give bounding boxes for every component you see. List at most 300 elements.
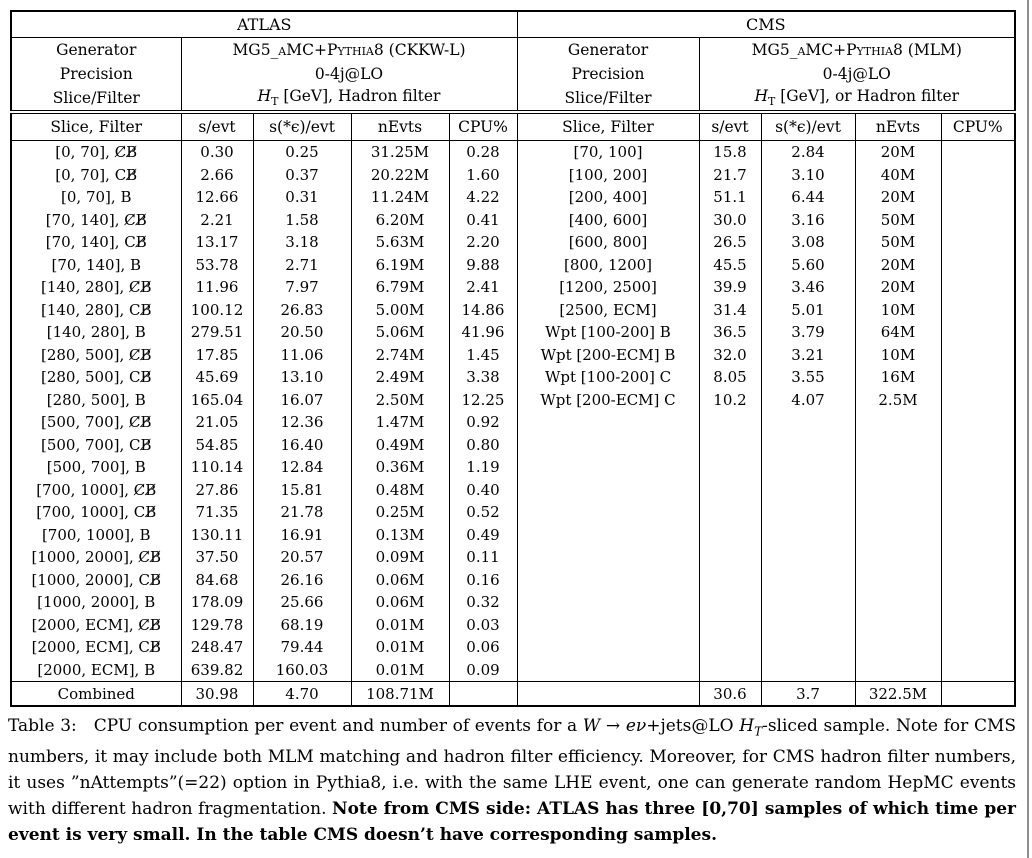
- atlas-value-cell: 0.06M: [351, 569, 449, 592]
- atlas-slice-cell: [280, 500], CB̸: [40, 368, 152, 387]
- cms-column-header: nEvts: [855, 112, 941, 141]
- table-row: [11, 299, 1015, 322]
- cms-value-cell: 40M: [855, 164, 941, 187]
- cms-value-cell: 20M: [855, 276, 941, 299]
- atlas-slice-cell: [2000, ECM], B: [37, 660, 156, 679]
- cms-value-cell: [699, 659, 761, 682]
- cms-value-cell: 6.44: [761, 186, 855, 209]
- table-row: [11, 569, 1015, 592]
- cms-value-cell: 50M: [855, 231, 941, 254]
- atlas-value-cell: 0.41: [449, 209, 517, 232]
- atlas-value-cell: 0.25M: [351, 501, 449, 524]
- cpu-consumption-table: [10, 10, 1016, 707]
- cms-value-cell: [941, 389, 1015, 412]
- cms-precision-value: 0-4j@LO: [699, 62, 1015, 86]
- atlas-slice-cell: [140, 280], B: [46, 323, 146, 342]
- table-row: [11, 321, 1015, 344]
- atlas-value-cell: 16.91: [253, 524, 351, 547]
- atlas-combined-cell: 4.70: [253, 682, 351, 707]
- cms-value-cell: [855, 524, 941, 547]
- cms-value-cell: 45.5: [699, 254, 761, 277]
- cms-slice-cell: [800, 1200]: [517, 254, 699, 277]
- atlas-value-cell: 84.68: [181, 569, 253, 592]
- atlas-value-cell: 0.01M: [351, 659, 449, 682]
- atlas-value-cell: 0.01M: [351, 614, 449, 637]
- cms-value-cell: 16M: [855, 366, 941, 389]
- cms-value-cell: 2.84: [761, 141, 855, 164]
- cms-value-cell: 5.60: [761, 254, 855, 277]
- atlas-slice-suffix: [GeV], Hadron filter: [278, 87, 441, 106]
- atlas-value-cell: 17.85: [181, 344, 253, 367]
- cms-value-cell: [761, 524, 855, 547]
- atlas-slice-cell: [70, 140], C̸B̸: [45, 210, 147, 229]
- cms-value-cell: 3.79: [761, 321, 855, 344]
- atlas-slice-cell: [500, 700], B: [46, 458, 146, 477]
- atlas-value-cell: 0.52: [449, 501, 517, 524]
- atlas-value-cell: 0.13M: [351, 524, 449, 547]
- atlas-value-cell: 11.06: [253, 344, 351, 367]
- cms-value-cell: [699, 614, 761, 637]
- cms-column-header: s/evt: [699, 112, 761, 141]
- cms-value-cell: 4.07: [761, 389, 855, 412]
- atlas-value-cell: 27.86: [181, 479, 253, 502]
- atlas-value-cell: 1.45: [449, 344, 517, 367]
- cms-value-cell: 32.0: [699, 344, 761, 367]
- cms-value-cell: [941, 591, 1015, 614]
- cms-value-cell: 39.9: [699, 276, 761, 299]
- atlas-value-cell: 165.04: [181, 389, 253, 412]
- atlas-value-cell: 100.12: [181, 299, 253, 322]
- atlas-value-cell: 54.85: [181, 434, 253, 457]
- table-row: [11, 231, 1015, 254]
- cms-value-cell: [761, 411, 855, 434]
- slice-filter-row: [11, 86, 1015, 112]
- atlas-value-cell: 20.57: [253, 546, 351, 569]
- experiment-title-row: [11, 11, 1015, 38]
- cms-value-cell: [855, 546, 941, 569]
- atlas-value-cell: 20.22M: [351, 164, 449, 187]
- cms-slice-cell: [600, 800]: [517, 231, 699, 254]
- cms-value-cell: 21.7: [699, 164, 761, 187]
- atlas-value-cell: 26.83: [253, 299, 351, 322]
- table-row: [11, 546, 1015, 569]
- cms-value-cell: 3.21: [761, 344, 855, 367]
- atlas-value-cell: 130.11: [181, 524, 253, 547]
- cms-value-cell: [699, 591, 761, 614]
- atlas-value-cell: 2.50M: [351, 389, 449, 412]
- atlas-value-cell: 3.38: [449, 366, 517, 389]
- cms-value-cell: 36.5: [699, 321, 761, 344]
- atlas-slice-cell: [70, 140], CB̸: [45, 233, 147, 252]
- cms-value-cell: 8.05: [699, 366, 761, 389]
- cms-value-cell: [941, 569, 1015, 592]
- atlas-value-cell: 20.50: [253, 321, 351, 344]
- table-row: [11, 479, 1015, 502]
- cms-slice-cell: [100, 200]: [517, 164, 699, 187]
- atlas-slice-cell: [700, 1000], B: [41, 525, 151, 544]
- cms-slice-cell: Wpt [100-200] C: [517, 366, 699, 389]
- cms-value-cell: [761, 636, 855, 659]
- cms-value-cell: [761, 591, 855, 614]
- cms-value-cell: [855, 479, 941, 502]
- cms-value-cell: [941, 141, 1015, 164]
- atlas-generator-label: Generator: [56, 41, 137, 59]
- atlas-value-cell: 0.09M: [351, 546, 449, 569]
- atlas-value-cell: 3.18: [253, 231, 351, 254]
- cms-value-cell: 10M: [855, 344, 941, 367]
- cms-slice-cell: [517, 636, 699, 659]
- atlas-combined-cell: [449, 682, 517, 707]
- scan-edge-line: [1027, 0, 1029, 858]
- atlas-value-cell: 45.69: [181, 366, 253, 389]
- cms-value-cell: [699, 456, 761, 479]
- atlas-value-cell: 639.82: [181, 659, 253, 682]
- atlas-value-cell: 11.24M: [351, 186, 449, 209]
- table-row: [11, 591, 1015, 614]
- cms-value-cell: [761, 569, 855, 592]
- atlas-slice-cell: [0, 70], C̸B̸: [55, 143, 138, 162]
- caption-segment: →: [600, 716, 626, 736]
- atlas-slice-cell: [0, 70], B: [61, 188, 132, 207]
- ht-symbol: H: [754, 87, 768, 106]
- atlas-slice-cell: [140, 280], CB̸: [40, 300, 152, 319]
- ht-subscript: T: [271, 95, 279, 109]
- atlas-value-cell: 160.03: [253, 659, 351, 682]
- caption-segment: T: [754, 724, 763, 739]
- atlas-slice-label: Slice/Filter: [52, 89, 140, 107]
- atlas-value-cell: 0.32: [449, 591, 517, 614]
- ht-symbol: H: [257, 87, 272, 106]
- atlas-value-cell: 37.50: [181, 546, 253, 569]
- atlas-value-cell: 129.78: [181, 614, 253, 637]
- atlas-title: ATLAS: [11, 11, 517, 38]
- cms-slice-cell: [1200, 2500]: [517, 276, 699, 299]
- cms-value-cell: [699, 524, 761, 547]
- cms-slice-cell: [517, 479, 699, 502]
- cms-value-cell: [699, 636, 761, 659]
- atlas-column-header: nEvts: [351, 112, 449, 141]
- atlas-value-cell: 15.81: [253, 479, 351, 502]
- atlas-value-cell: 13.17: [181, 231, 253, 254]
- cms-slice-cell: Wpt [200-ECM] C: [517, 389, 699, 412]
- cms-value-cell: [699, 501, 761, 524]
- atlas-value-cell: 12.36: [253, 411, 351, 434]
- atlas-slice-cell: [500, 700], C̸B̸: [40, 413, 152, 432]
- atlas-column-header: s/evt: [181, 112, 253, 141]
- atlas-value-cell: 2.41: [449, 276, 517, 299]
- atlas-value-cell: 0.06: [449, 636, 517, 659]
- cms-value-cell: 20M: [855, 186, 941, 209]
- cms-title: CMS: [517, 11, 1015, 38]
- table-row: [11, 659, 1015, 682]
- table-row: [11, 389, 1015, 412]
- table-row: [11, 614, 1015, 637]
- table-row: [11, 434, 1015, 457]
- atlas-precision-label: Precision: [59, 65, 133, 83]
- atlas-value-cell: 5.06M: [351, 321, 449, 344]
- atlas-value-cell: 12.66: [181, 186, 253, 209]
- atlas-value-cell: 5.63M: [351, 231, 449, 254]
- atlas-slice-cell: [2000, ECM], C̸B̸: [31, 615, 161, 634]
- cms-value-cell: 50M: [855, 209, 941, 232]
- atlas-value-cell: 41.96: [449, 321, 517, 344]
- atlas-value-cell: 279.51: [181, 321, 253, 344]
- caption-segment: eν: [625, 716, 647, 736]
- cms-slice-cell: [517, 569, 699, 592]
- cms-value-cell: 20M: [855, 141, 941, 164]
- caption-segment: H: [739, 716, 755, 736]
- atlas-value-cell: 2.49M: [351, 366, 449, 389]
- cms-value-cell: [941, 344, 1015, 367]
- atlas-value-cell: 6.19M: [351, 254, 449, 277]
- table-caption: [8, 714, 1016, 848]
- atlas-value-cell: 1.58: [253, 209, 351, 232]
- cms-value-cell: [941, 366, 1015, 389]
- cms-value-cell: [941, 231, 1015, 254]
- atlas-value-cell: 4.22: [449, 186, 517, 209]
- cms-value-cell: [855, 591, 941, 614]
- atlas-value-cell: 0.30: [181, 141, 253, 164]
- cms-slice-cell: [200, 400]: [517, 186, 699, 209]
- atlas-value-cell: 16.40: [253, 434, 351, 457]
- atlas-value-cell: 5.00M: [351, 299, 449, 322]
- cms-value-cell: 51.1: [699, 186, 761, 209]
- cms-column-header: s(*ϵ)/evt: [761, 112, 855, 141]
- cms-column-header: Slice, Filter: [517, 112, 699, 141]
- cms-value-cell: [761, 479, 855, 502]
- atlas-value-cell: 14.86: [449, 299, 517, 322]
- cms-value-cell: [941, 209, 1015, 232]
- atlas-value-cell: 110.14: [181, 456, 253, 479]
- atlas-value-cell: 0.25: [253, 141, 351, 164]
- atlas-combined-cell: 30.98: [181, 682, 253, 707]
- cms-value-cell: [761, 434, 855, 457]
- cms-value-cell: [699, 434, 761, 457]
- cms-precision-label: Precision: [517, 62, 699, 86]
- atlas-slice-cell: [2000, ECM], CB̸: [31, 638, 161, 657]
- atlas-value-cell: 68.19: [253, 614, 351, 637]
- atlas-value-cell: 0.11: [449, 546, 517, 569]
- caption-segment: Note from CMS side: ATLAS has three [0,70] samples of which time per event is very small. In the table CMS doesn’t have corresponding samples.: [8, 798, 1016, 845]
- cms-combined-cell: 30.6: [699, 682, 761, 707]
- cms-value-cell: [941, 164, 1015, 187]
- atlas-value-cell: 2.66: [181, 164, 253, 187]
- atlas-value-cell: 0.31: [253, 186, 351, 209]
- cms-value-cell: [941, 321, 1015, 344]
- cms-column-header: CPU%: [941, 112, 1015, 141]
- atlas-value-cell: 2.71: [253, 254, 351, 277]
- cms-combined-cell: [517, 682, 699, 707]
- atlas-value-cell: 6.20M: [351, 209, 449, 232]
- atlas-value-cell: 12.25: [449, 389, 517, 412]
- cms-value-cell: [941, 299, 1015, 322]
- atlas-slice-cell: [280, 500], B: [46, 390, 146, 409]
- cms-combined-cell: 322.5M: [855, 682, 941, 707]
- cms-slice-cell: [70, 100]: [517, 141, 699, 164]
- caption-segment: W: [582, 716, 601, 736]
- atlas-value-cell: 31.25M: [351, 141, 449, 164]
- table-row: [11, 524, 1015, 547]
- cms-value-cell: [855, 569, 941, 592]
- atlas-value-cell: 1.19: [449, 456, 517, 479]
- cms-generator-value: MG5_aMC+Pythia8 (MLM): [699, 38, 1015, 63]
- cms-slice-cell: [517, 411, 699, 434]
- cms-generator-label: Generator: [517, 38, 699, 63]
- cms-value-cell: 3.08: [761, 231, 855, 254]
- cms-value-cell: [855, 636, 941, 659]
- table-row: [11, 164, 1015, 187]
- cms-value-cell: 10.2: [699, 389, 761, 412]
- atlas-value-cell: 16.07: [253, 389, 351, 412]
- atlas-value-cell: 53.78: [181, 254, 253, 277]
- atlas-column-header: CPU%: [449, 112, 517, 141]
- cms-value-cell: [941, 456, 1015, 479]
- atlas-value-cell: 0.03: [449, 614, 517, 637]
- atlas-combined-cell: 108.71M: [351, 682, 449, 707]
- atlas-value-cell: 21.78: [253, 501, 351, 524]
- cms-value-cell: [941, 254, 1015, 277]
- cms-value-cell: [761, 501, 855, 524]
- cms-value-cell: [699, 569, 761, 592]
- atlas-slice-cell: [500, 700], CB̸: [40, 435, 152, 454]
- atlas-column-header: s(*ϵ)/evt: [253, 112, 351, 141]
- cms-slice-label: Slice/Filter: [517, 86, 699, 112]
- cms-slice-cell: Wpt [200-ECM] B: [517, 344, 699, 367]
- atlas-slice-cell: [1000, 2000], B: [37, 593, 156, 612]
- cms-value-cell: 31.4: [699, 299, 761, 322]
- caption-segment: +jets@LO: [646, 716, 740, 736]
- atlas-value-cell: 0.40: [449, 479, 517, 502]
- cms-slice-cell: [400, 600]: [517, 209, 699, 232]
- combined-row: [11, 682, 1015, 707]
- cms-value-cell: [699, 479, 761, 502]
- table-row: [11, 366, 1015, 389]
- table-row: [11, 209, 1015, 232]
- atlas-value-cell: 178.09: [181, 591, 253, 614]
- atlas-value-cell: 0.49M: [351, 434, 449, 457]
- cms-slice-cell: [517, 591, 699, 614]
- cms-slice-cell: [517, 434, 699, 457]
- cms-value-cell: [855, 411, 941, 434]
- atlas-value-cell: 0.80: [449, 434, 517, 457]
- cms-value-cell: [699, 546, 761, 569]
- cms-combined-cell: [941, 682, 1015, 707]
- cms-value-cell: [855, 501, 941, 524]
- cms-value-cell: [941, 614, 1015, 637]
- cms-value-cell: [761, 456, 855, 479]
- cms-value-cell: 3.10: [761, 164, 855, 187]
- cms-value-cell: 26.5: [699, 231, 761, 254]
- table-row: [11, 501, 1015, 524]
- cms-value-cell: 10M: [855, 299, 941, 322]
- cms-value-cell: [855, 456, 941, 479]
- cms-value-cell: 5.01: [761, 299, 855, 322]
- atlas-slice-cell: [140, 280], C̸B̸: [40, 278, 152, 297]
- atlas-value-cell: 2.20: [449, 231, 517, 254]
- atlas-slice-cell: [1000, 2000], C̸B̸: [31, 548, 162, 567]
- cms-value-cell: [855, 659, 941, 682]
- cms-slice-suffix: [GeV], or Hadron filter: [775, 87, 960, 106]
- atlas-value-cell: 248.47: [181, 636, 253, 659]
- table-row: [11, 344, 1015, 367]
- cms-value-cell: [941, 501, 1015, 524]
- generator-row: [11, 38, 1015, 63]
- cms-value-cell: [941, 186, 1015, 209]
- cms-slice-cell: Wpt [100-200] B: [517, 321, 699, 344]
- cms-value-cell: 2.5M: [855, 389, 941, 412]
- table-row: [11, 276, 1015, 299]
- ht-subscript: T: [767, 95, 776, 109]
- atlas-value-cell: 0.28: [449, 141, 517, 164]
- cms-slice-cell: [517, 614, 699, 637]
- atlas-value-cell: 79.44: [253, 636, 351, 659]
- cms-slice-cell: [517, 501, 699, 524]
- atlas-value-cell: 1.60: [449, 164, 517, 187]
- cms-value-cell: 15.8: [699, 141, 761, 164]
- cms-value-cell: 20M: [855, 254, 941, 277]
- atlas-combined-cell: Combined: [11, 682, 181, 707]
- table-row: [11, 636, 1015, 659]
- atlas-value-cell: 0.16: [449, 569, 517, 592]
- cms-slice-cell: [2500, ECM]: [517, 299, 699, 322]
- atlas-value-cell: 1.47M: [351, 411, 449, 434]
- cms-value-cell: [699, 411, 761, 434]
- cms-value-cell: 3.46: [761, 276, 855, 299]
- table-row: [11, 141, 1015, 164]
- atlas-generator-value: MG5_aMC+Pythia8 (CKKW-L): [181, 38, 517, 63]
- atlas-slice-cell: [70, 140], B: [51, 255, 142, 274]
- table-row: [11, 254, 1015, 277]
- atlas-column-header: Slice, Filter: [11, 112, 181, 141]
- cms-value-cell: [761, 546, 855, 569]
- cms-value-cell: 30.0: [699, 209, 761, 232]
- cms-value-cell: [761, 614, 855, 637]
- cms-slice-value: [699, 86, 1015, 112]
- atlas-value-cell: 2.21: [181, 209, 253, 232]
- table-row: [11, 456, 1015, 479]
- atlas-value-cell: 2.74M: [351, 344, 449, 367]
- cms-value-cell: [941, 479, 1015, 502]
- column-header-row: [11, 112, 1015, 141]
- atlas-value-cell: 0.37: [253, 164, 351, 187]
- atlas-slice-cell: [700, 1000], CB̸: [36, 503, 157, 522]
- cms-value-cell: 3.55: [761, 366, 855, 389]
- atlas-value-cell: 0.09: [449, 659, 517, 682]
- cms-combined-cell: 3.7: [761, 682, 855, 707]
- atlas-value-cell: 6.79M: [351, 276, 449, 299]
- cms-value-cell: [941, 636, 1015, 659]
- atlas-value-cell: 0.48M: [351, 479, 449, 502]
- atlas-slice-cell: [0, 70], CB̸: [55, 165, 138, 184]
- cms-value-cell: [761, 659, 855, 682]
- atlas-value-cell: 0.01M: [351, 636, 449, 659]
- atlas-slice-cell: [700, 1000], C̸B̸: [36, 480, 157, 499]
- cms-value-cell: [941, 411, 1015, 434]
- cms-value-cell: [941, 659, 1015, 682]
- precision-row: [11, 62, 1015, 86]
- cms-value-cell: [941, 276, 1015, 299]
- cms-value-cell: [855, 614, 941, 637]
- cms-value-cell: [855, 434, 941, 457]
- caption-segment: Table 3: CPU consumption per event and number of events for a: [8, 716, 583, 736]
- atlas-value-cell: 11.96: [181, 276, 253, 299]
- cms-slice-cell: [517, 546, 699, 569]
- atlas-slice-value: [181, 86, 517, 112]
- atlas-value-cell: 25.66: [253, 591, 351, 614]
- atlas-value-cell: 9.88: [449, 254, 517, 277]
- atlas-value-cell: 0.92: [449, 411, 517, 434]
- cms-slice-cell: [517, 456, 699, 479]
